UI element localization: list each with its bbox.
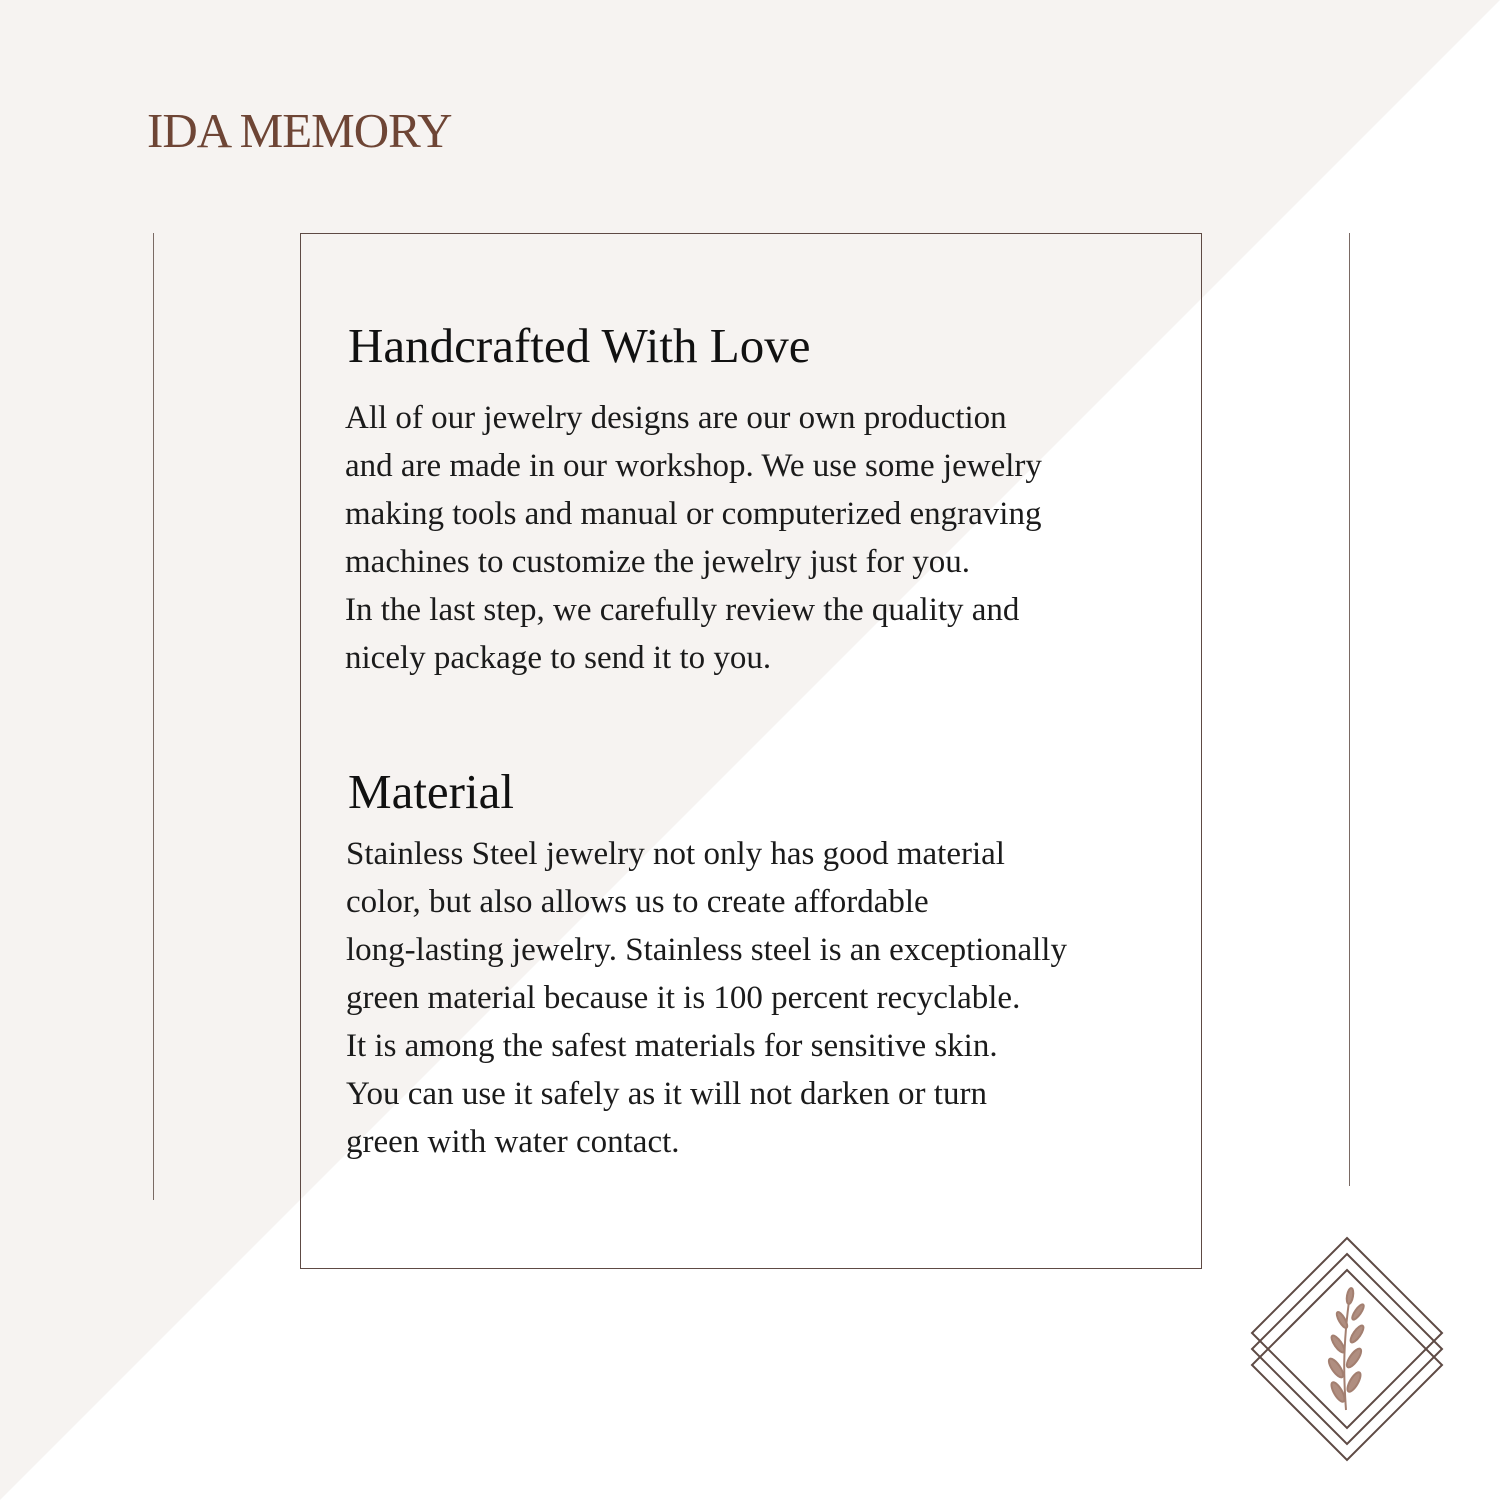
info-card xyxy=(300,233,1202,1269)
text-line: long-lasting jewelry. Stainless steel is an exceptionally xyxy=(346,932,1067,968)
text-line: You can use it safely as it will not darken or turn xyxy=(346,1076,987,1112)
text-line: green material because it is 100 percent recyclable. xyxy=(346,980,1021,1016)
text-line: color, but also allows us to create affordable xyxy=(346,884,929,920)
left-divider xyxy=(153,233,154,1200)
material-description xyxy=(346,830,1186,1166)
text-line: All of our jewelry designs are our own production xyxy=(345,400,1007,436)
text-line: making tools and manual or computerized engraving xyxy=(345,496,1042,532)
right-divider xyxy=(1349,233,1350,1186)
handcrafted-description xyxy=(345,394,1195,682)
material-title: Material xyxy=(348,764,514,819)
text-line: It is among the safest materials for sensitive skin. xyxy=(346,1028,998,1064)
leaf-diamond-icon xyxy=(1246,1232,1450,1464)
brand-name: IDA MEMORY xyxy=(147,103,452,158)
text-line: machines to customize the jewelry just for you. xyxy=(345,544,971,580)
handcrafted-title: Handcrafted With Love xyxy=(348,318,811,373)
text-line: nicely package to send it to you. xyxy=(345,640,772,676)
text-line: In the last step, we carefully review the quality and xyxy=(345,592,1020,628)
text-line: green with water contact. xyxy=(346,1124,680,1160)
text-line: Stainless Steel jewelry not only has good material xyxy=(346,836,1005,872)
text-line: and are made in our workshop. We use some jewelry xyxy=(345,448,1042,484)
